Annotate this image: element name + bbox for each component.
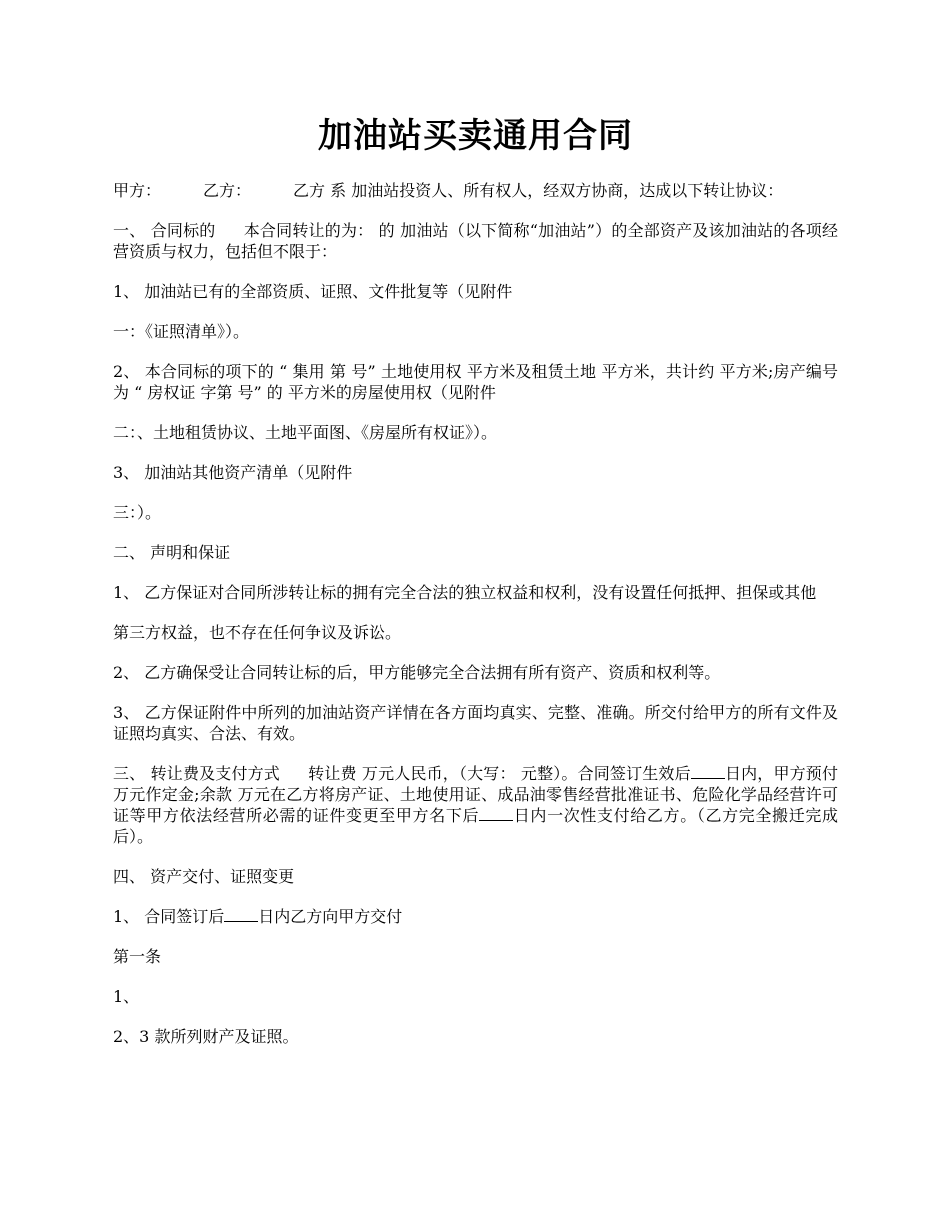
section-2-heading: 二、 声明和保证 — [113, 543, 231, 562]
clause-4-1-text-b: 日内乙方向甲方交付 — [258, 907, 403, 926]
clause-1-2: 2、 本合同标的项下的 “ 集用 第 号” 土地使用权 平方米及租赁土地 平方米，共计约 平方米;房产编号为 “ 房权证 字第 号” 的 平方米的房屋使用权（见附件 — [113, 362, 838, 402]
clause-2-1-cont: 第三方权益，也不存在任何争议及诉讼。 — [113, 623, 402, 642]
section-3-heading: 三、 转让费及支付方式 — [113, 764, 280, 783]
document-title: 加油站买卖通用合同 — [318, 116, 633, 156]
blank-line — [691, 764, 725, 779]
section-1-text: 本合同转让的为： 的 加油站（以下简称“加油站”）的全部资产及该加油站的各项经营资质与权力，包括但不限于： — [113, 221, 838, 261]
clause-1-1-cont: 一：《证照清单》）。 — [113, 322, 250, 341]
parties-paragraph — [113, 180, 838, 201]
clause-4-1-text-a: 1、 合同签订后 — [113, 907, 225, 926]
clause-4-1 — [113, 906, 838, 927]
section-3-text-b: 日内，甲方预付 万元作定金;余款 万元在乙方将房产证、土地使用证、成品油零售经营批准证书、危险化学品经营许可证等甲方依法经营所必需的证件变更至甲方名下后 — [113, 764, 838, 825]
section-3-text-c: 日内一次性支付给乙方。（乙方完全搬迁完成后）。 — [113, 806, 838, 846]
blank-line — [224, 907, 258, 922]
article-1: 第一条 — [113, 947, 162, 966]
clause-2-1: 1、 乙方保证对合同所涉转让标的拥有完全合法的独立权益和权利，没有设置任何抵押、担保或其他 — [113, 583, 817, 602]
party-b-label: 乙方： — [203, 181, 252, 200]
document-page — [113, 112, 838, 1066]
blank-line — [479, 806, 513, 821]
clause-1-2-cont: 二：、土地租赁协议、土地平面图、《房屋所有权证》）。 — [113, 423, 498, 442]
section-3-text-a: 转让费 万元人民币，（大写： 元整）。合同签订生效后 — [307, 764, 691, 783]
section-4-heading: 四、 资产交付、证照变更 — [113, 867, 295, 886]
section-3-paragraph — [113, 763, 838, 847]
party-a-label: 甲方： — [113, 181, 162, 200]
clause-1-3: 3、 加油站其他资产清单（见附件 — [113, 463, 353, 482]
section-1-paragraph — [113, 220, 838, 262]
article-1-item-1: 1、 — [113, 987, 140, 1006]
clause-1-3-cont: 三：）。 — [113, 503, 162, 522]
clause-1-1: 1、 加油站已有的全部资质、证照、文件批复等（见附件 — [113, 282, 513, 301]
clause-2-3: 3、 乙方保证附件中所列的加油站资产详情在各方面均真实、完整、准确。所交付给甲方的所有文件及证照均真实、合法、有效。 — [113, 703, 838, 743]
section-1-heading: 一、 合同标的 — [113, 221, 216, 240]
parties-text: 乙方 系 加油站投资人、所有权人，经双方协商，达成以下转让协议： — [293, 181, 784, 200]
article-1-item-2-3: 2、3 款所列财产及证照。 — [113, 1027, 299, 1046]
clause-2-2: 2、 乙方确保受让合同转让标的后，甲方能够完全合法拥有所有资产、资质和权利等。 — [113, 663, 721, 682]
